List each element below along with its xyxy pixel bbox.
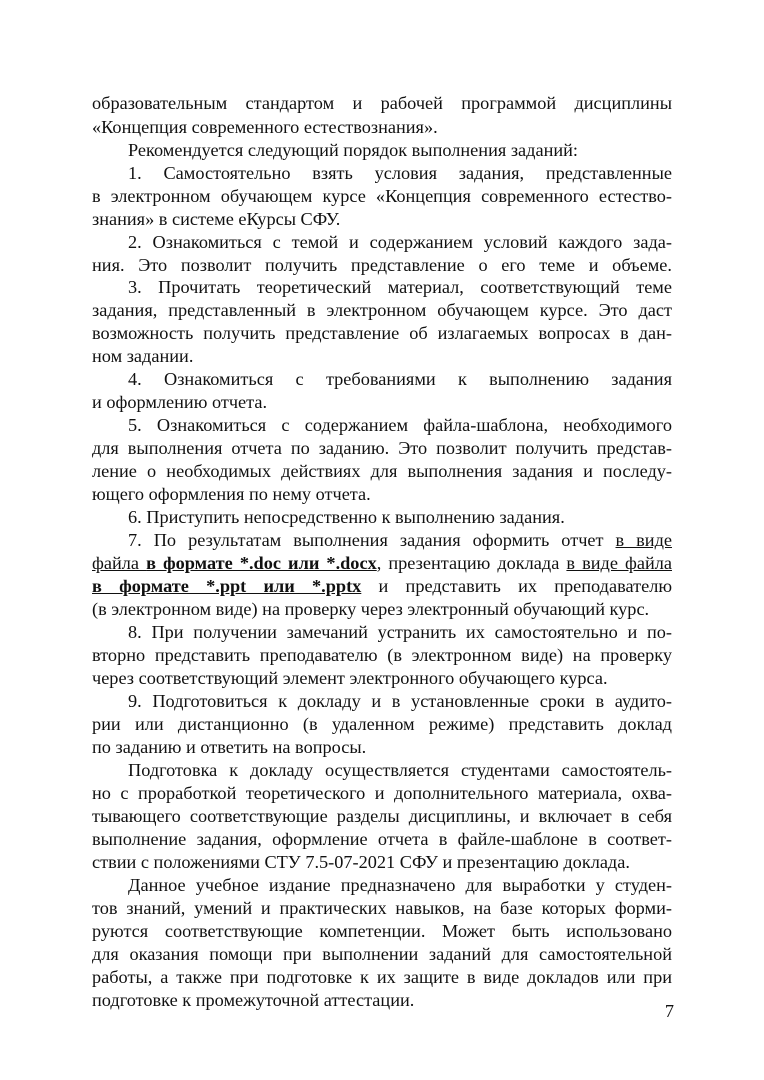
text-line: в электронном обучающем курсе «Концепция современного естество-: [92, 186, 672, 206]
text-line: выполнение задания, оформление отчета в файле-шаблоне в соответ-: [92, 829, 672, 849]
text-line: ление о необходимых действиях для выполнения задания и последу-: [92, 461, 672, 481]
page-number: 7: [664, 1001, 674, 1021]
text-span: и представить их преподавателю: [361, 576, 672, 596]
text-line: Рекомендуется следующий порядок выполнения заданий:: [128, 140, 579, 160]
text-line: [92, 552, 672, 574]
list-item-9: 9. Подготовиться к докладу и в установленные сроки в аудито-: [128, 691, 672, 711]
text-line: для выполнения отчета по заданию. Это позволит получить представ-: [92, 438, 672, 458]
text-line: по заданию и ответить на вопросы.: [92, 737, 367, 757]
text-line: тывающего соответствующие разделы дисциплины, и включает в себя: [92, 806, 672, 826]
text-line: «Концепция современного естествознания».: [92, 117, 438, 137]
text-line: образовательным стандартом и рабочей программой дисциплины: [92, 93, 672, 113]
text-line: и оформлению отчета.: [92, 392, 268, 412]
text-line: ющего оформления по нему отчета.: [92, 484, 371, 504]
format-doc-text: в формате *.doc или *.docx: [146, 553, 377, 573]
text-line: подготовке к промежуточной аттестации.: [92, 990, 415, 1010]
paragraph-start: Подготовка к докладу осуществляется студентами самостоятель-: [128, 760, 672, 780]
text-line: но с проработкой теоретического и дополнительного материала, охва-: [92, 783, 672, 803]
text-line: знания» в системе еКурсы СФУ.: [92, 209, 341, 229]
list-item-2: 2. Ознакомиться с темой и содержанием условий каждого зада-: [128, 232, 672, 252]
text-line: [92, 575, 672, 597]
text-line: ния. Это позволит получить представление о его теме и объеме.: [92, 255, 672, 275]
text-line: рии или дистанционно (в удаленном режиме) представить доклад: [92, 714, 672, 734]
paragraph-start: Данное учебное издание предназначено для выработки у студен-: [128, 875, 672, 895]
list-item-4: 4. Ознакомиться с требованиями к выполнению задания: [128, 369, 672, 389]
list-item-8: 8. При получении замечаний устранить их самостоятельно и по-: [128, 622, 672, 642]
list-item-7: [128, 529, 672, 551]
list-item-6: 6. Приступить непосредственно к выполнению задания.: [128, 507, 565, 527]
text-span: 7. По результатам выполнения задания оформить отчет: [128, 530, 616, 550]
text-line: (в электронном виде) на проверку через электронный обучающий курс.: [92, 599, 650, 619]
format-ppt-text: в формате *.ppt или *.pptx: [92, 576, 362, 596]
text-line: ствии с положениями СТУ 7.5-07-2021 СФУ и презентацию доклада.: [92, 852, 630, 872]
underlined-text: в виде файла: [566, 553, 672, 573]
text-line: тов знаний, умений и практических навыков, на базе которых форми-: [92, 898, 672, 918]
text-line: для оказания помощи при выполнении заданий для самостоятельной: [92, 944, 672, 964]
underlined-text: файла: [92, 553, 147, 573]
text-span: , презентацию доклада: [376, 553, 567, 573]
text-line: через соответствующий элемент электронного обучающего курса.: [92, 668, 608, 688]
text-line: ном задании.: [92, 346, 194, 366]
text-line: руются соответствующие компетенции. Может быть использовано: [92, 921, 672, 941]
list-item-3: 3. Прочитать теоретический материал, соответствующий теме: [128, 277, 672, 297]
text-line: вторно представить преподавателю (в электронном виде) на проверку: [92, 645, 672, 665]
text-line: работы, а также при подготовке к их защите в виде докладов или при: [92, 967, 672, 987]
text-line: задания, представленный в электронном обучающем курсе. Это даст: [92, 300, 672, 320]
list-item-1: 1. Самостоятельно взять условия задания, представленные: [128, 163, 672, 183]
text-line: возможность получить представление об излагаемых вопросах в дан-: [92, 323, 672, 343]
underlined-text: в виде: [615, 530, 672, 550]
list-item-5: 5. Ознакомиться с содержанием файла-шаблона, необходимого: [128, 415, 672, 435]
